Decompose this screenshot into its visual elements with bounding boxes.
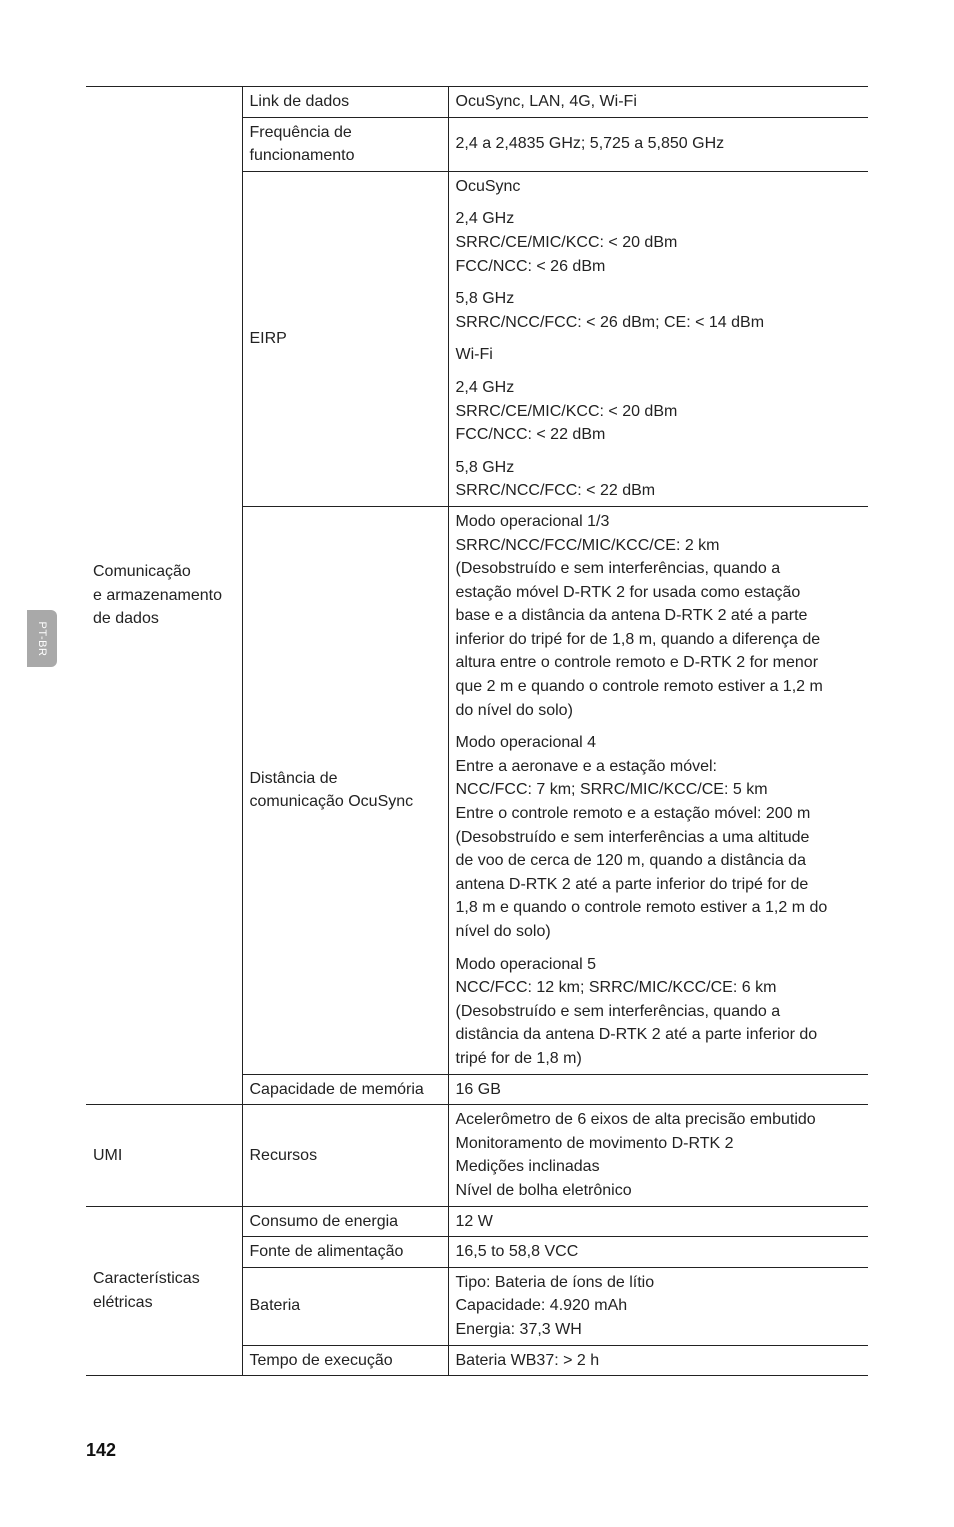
spec-key-cell: [242, 87, 448, 118]
spec-value-block: [456, 1210, 863, 1234]
spec-value: base e a distância da antena D-RTK 2 até a parte: [455, 607, 808, 625]
spec-value: (Desobstruído e sem interferências, quando a: [455, 560, 781, 578]
spec-value: Entre a aeronave e a estação móvel:: [455, 757, 717, 775]
spec-value-block: [456, 1240, 863, 1264]
spec-value: Modo operacional 1/3: [455, 512, 610, 530]
spec-value: que 2 m e quando o controle remoto estiver a 1,2 m: [455, 678, 823, 696]
spec-value-block: [456, 731, 863, 943]
spec-value-block: [456, 456, 863, 503]
spec-value: Entre o controle remoto e a estação móvel: 200 m: [455, 805, 811, 823]
spec-value: 2,4 GHz: [455, 210, 515, 228]
category-label: Comunicação: [93, 563, 191, 581]
spec-value-cell: [448, 506, 868, 1074]
spec-key-cell: [242, 1074, 448, 1105]
spec-key: EIRP: [249, 330, 287, 348]
spec-value: Wi-Fi: [455, 346, 493, 364]
spec-value: Monitoramento de movimento D-RTK 2: [455, 1134, 734, 1152]
spec-value-block: [456, 132, 863, 156]
spec-key-cell: [242, 117, 448, 171]
spec-value-block: [456, 1349, 863, 1373]
spec-key-cell: [242, 1237, 448, 1268]
category-cell: [86, 1206, 242, 1376]
language-tab-label: PT-BR: [36, 621, 48, 656]
spec-value: SRRC/NCC/FCC: < 22 dBm: [455, 482, 656, 500]
spec-value: distância da antena D-RTK 2 até a parte inferior do: [455, 1026, 818, 1044]
spec-row: [86, 1105, 868, 1206]
spec-value-cell: [448, 1267, 868, 1345]
spec-key: Link de dados: [249, 93, 350, 110]
spec-value: FCC/NCC: < 22 dBm: [455, 426, 606, 444]
spec-value: tripé for de 1,8 m): [455, 1049, 582, 1067]
spec-value: Modo operacional 5: [455, 955, 597, 973]
spec-key-cell: [242, 1267, 448, 1345]
spec-value: 2,4 GHz: [455, 378, 515, 396]
spec-value-cell: [448, 1237, 868, 1268]
category-label: elétricas: [93, 1293, 153, 1311]
spec-value: NCC/FCC: 7 km; SRRC/MIC/KCC/CE: 5 km: [455, 781, 768, 799]
category-label: Características: [93, 1270, 200, 1288]
spec-value-cell: [448, 1074, 868, 1105]
spec-value-block: [456, 510, 863, 722]
spec-value-cell: [448, 1345, 868, 1376]
spec-value: estação móvel D-RTK 2 for usada como estação: [455, 583, 801, 601]
spec-value-block: [456, 1271, 863, 1342]
category-cell: [86, 87, 242, 1105]
spec-value: (Desobstruído e sem interferências a uma altitude: [455, 828, 810, 846]
spec-key-cell: [242, 1345, 448, 1376]
spec-key: funcionamento: [249, 147, 355, 165]
category-label: e armazenamento: [93, 586, 222, 604]
spec-key: Consumo de energia: [249, 1212, 399, 1230]
specifications-table: [86, 86, 868, 1376]
spec-value: OcuSync, LAN, 4G, Wi-Fi: [455, 93, 637, 110]
spec-value: Tipo: Bateria de íons de lítio: [455, 1273, 655, 1291]
spec-key-cell: [242, 1206, 448, 1237]
spec-value: Capacidade: 4.920 mAh: [455, 1297, 628, 1315]
spec-value: FCC/NCC: < 26 dBm: [455, 257, 606, 275]
spec-key-cell: [242, 171, 448, 506]
spec-row: [86, 1206, 868, 1237]
category-cell: [86, 1105, 242, 1206]
spec-value-block: [456, 175, 863, 199]
spec-value: 12 W: [455, 1212, 493, 1230]
spec-key: Frequência de: [249, 123, 352, 141]
spec-value-cell: [448, 87, 868, 118]
spec-value: SRRC/NCC/FCC: < 26 dBm; CE: < 14 dBm: [455, 313, 765, 331]
spec-value: inferior do tripé for de 1,8 m, quando a diferença de: [455, 630, 821, 648]
spec-key: comunicação OcuSync: [249, 793, 414, 811]
category-label: de dados: [93, 610, 159, 628]
spec-value: 16 GB: [455, 1080, 501, 1098]
spec-value-cell: [448, 1206, 868, 1237]
spec-row: [86, 87, 868, 118]
spec-value: altura entre o controle remoto e D-RTK 2 for menor: [455, 654, 819, 672]
spec-value: 2,4 a 2,4835 GHz; 5,725 a 5,850 GHz: [455, 135, 725, 153]
spec-value-block: [456, 1108, 863, 1202]
spec-value-cell: [448, 117, 868, 171]
spec-key: Tempo de execução: [249, 1351, 393, 1369]
spec-value: Bateria WB37: > 2 h: [455, 1351, 600, 1369]
spec-value: antena D-RTK 2 até a parte inferior do tripé for de: [455, 875, 809, 893]
spec-key: Recursos: [249, 1146, 318, 1164]
spec-value: Energia: 37,3 WH: [455, 1320, 582, 1338]
spec-value: do nível do solo): [455, 701, 573, 719]
spec-key: Capacidade de memória: [249, 1080, 424, 1098]
spec-value-block: [456, 287, 863, 334]
spec-value: NCC/FCC: 12 km; SRRC/MIC/KCC/CE: 6 km: [455, 979, 777, 997]
spec-value: (Desobstruído e sem interferências, quando a: [455, 1002, 781, 1020]
page-number: 142: [86, 1440, 117, 1460]
spec-value-block: [456, 207, 863, 278]
spec-value: SRRC/CE/MIC/KCC: < 20 dBm: [455, 402, 678, 420]
spec-value-cell: [448, 171, 868, 506]
spec-value: Modo operacional 4: [455, 734, 597, 752]
spec-value-block: [456, 90, 863, 114]
spec-key-cell: [242, 506, 448, 1074]
spec-value-block: [456, 343, 863, 367]
spec-value: Medições inclinadas: [455, 1158, 600, 1176]
language-tab: [27, 610, 57, 667]
spec-value: 16,5 to 58,8 VCC: [455, 1243, 579, 1261]
spec-value: SRRC/CE/MIC/KCC: < 20 dBm: [455, 233, 678, 251]
spec-value: SRRC/NCC/FCC/MIC/KCC/CE: 2 km: [455, 536, 720, 554]
spec-value: nível do solo): [455, 923, 551, 940]
spec-value: 5,8 GHz: [455, 290, 515, 308]
spec-key: Fonte de alimentação: [249, 1243, 404, 1261]
spec-key: Bateria: [249, 1297, 301, 1315]
spec-value-block: [456, 953, 863, 1071]
category-label: UMI: [93, 1146, 123, 1164]
spec-value-block: [456, 376, 863, 447]
spec-value-cell: [448, 1105, 868, 1206]
spec-value: Nível de bolha eletrônico: [455, 1181, 632, 1199]
spec-value-block: [456, 1078, 863, 1102]
spec-key: Distância de: [249, 769, 338, 787]
spec-value: 5,8 GHz: [455, 458, 515, 476]
spec-value: 1,8 m e quando o controle remoto estiver a 1,2 m do: [455, 899, 828, 917]
spec-value: Acelerômetro de 6 eixos de alta precisão embutido: [455, 1111, 816, 1129]
spec-key-cell: [242, 1105, 448, 1206]
spec-value: OcuSync: [455, 177, 521, 195]
spec-value: de voo de cerca de 120 m, quando a distância da: [455, 852, 806, 870]
